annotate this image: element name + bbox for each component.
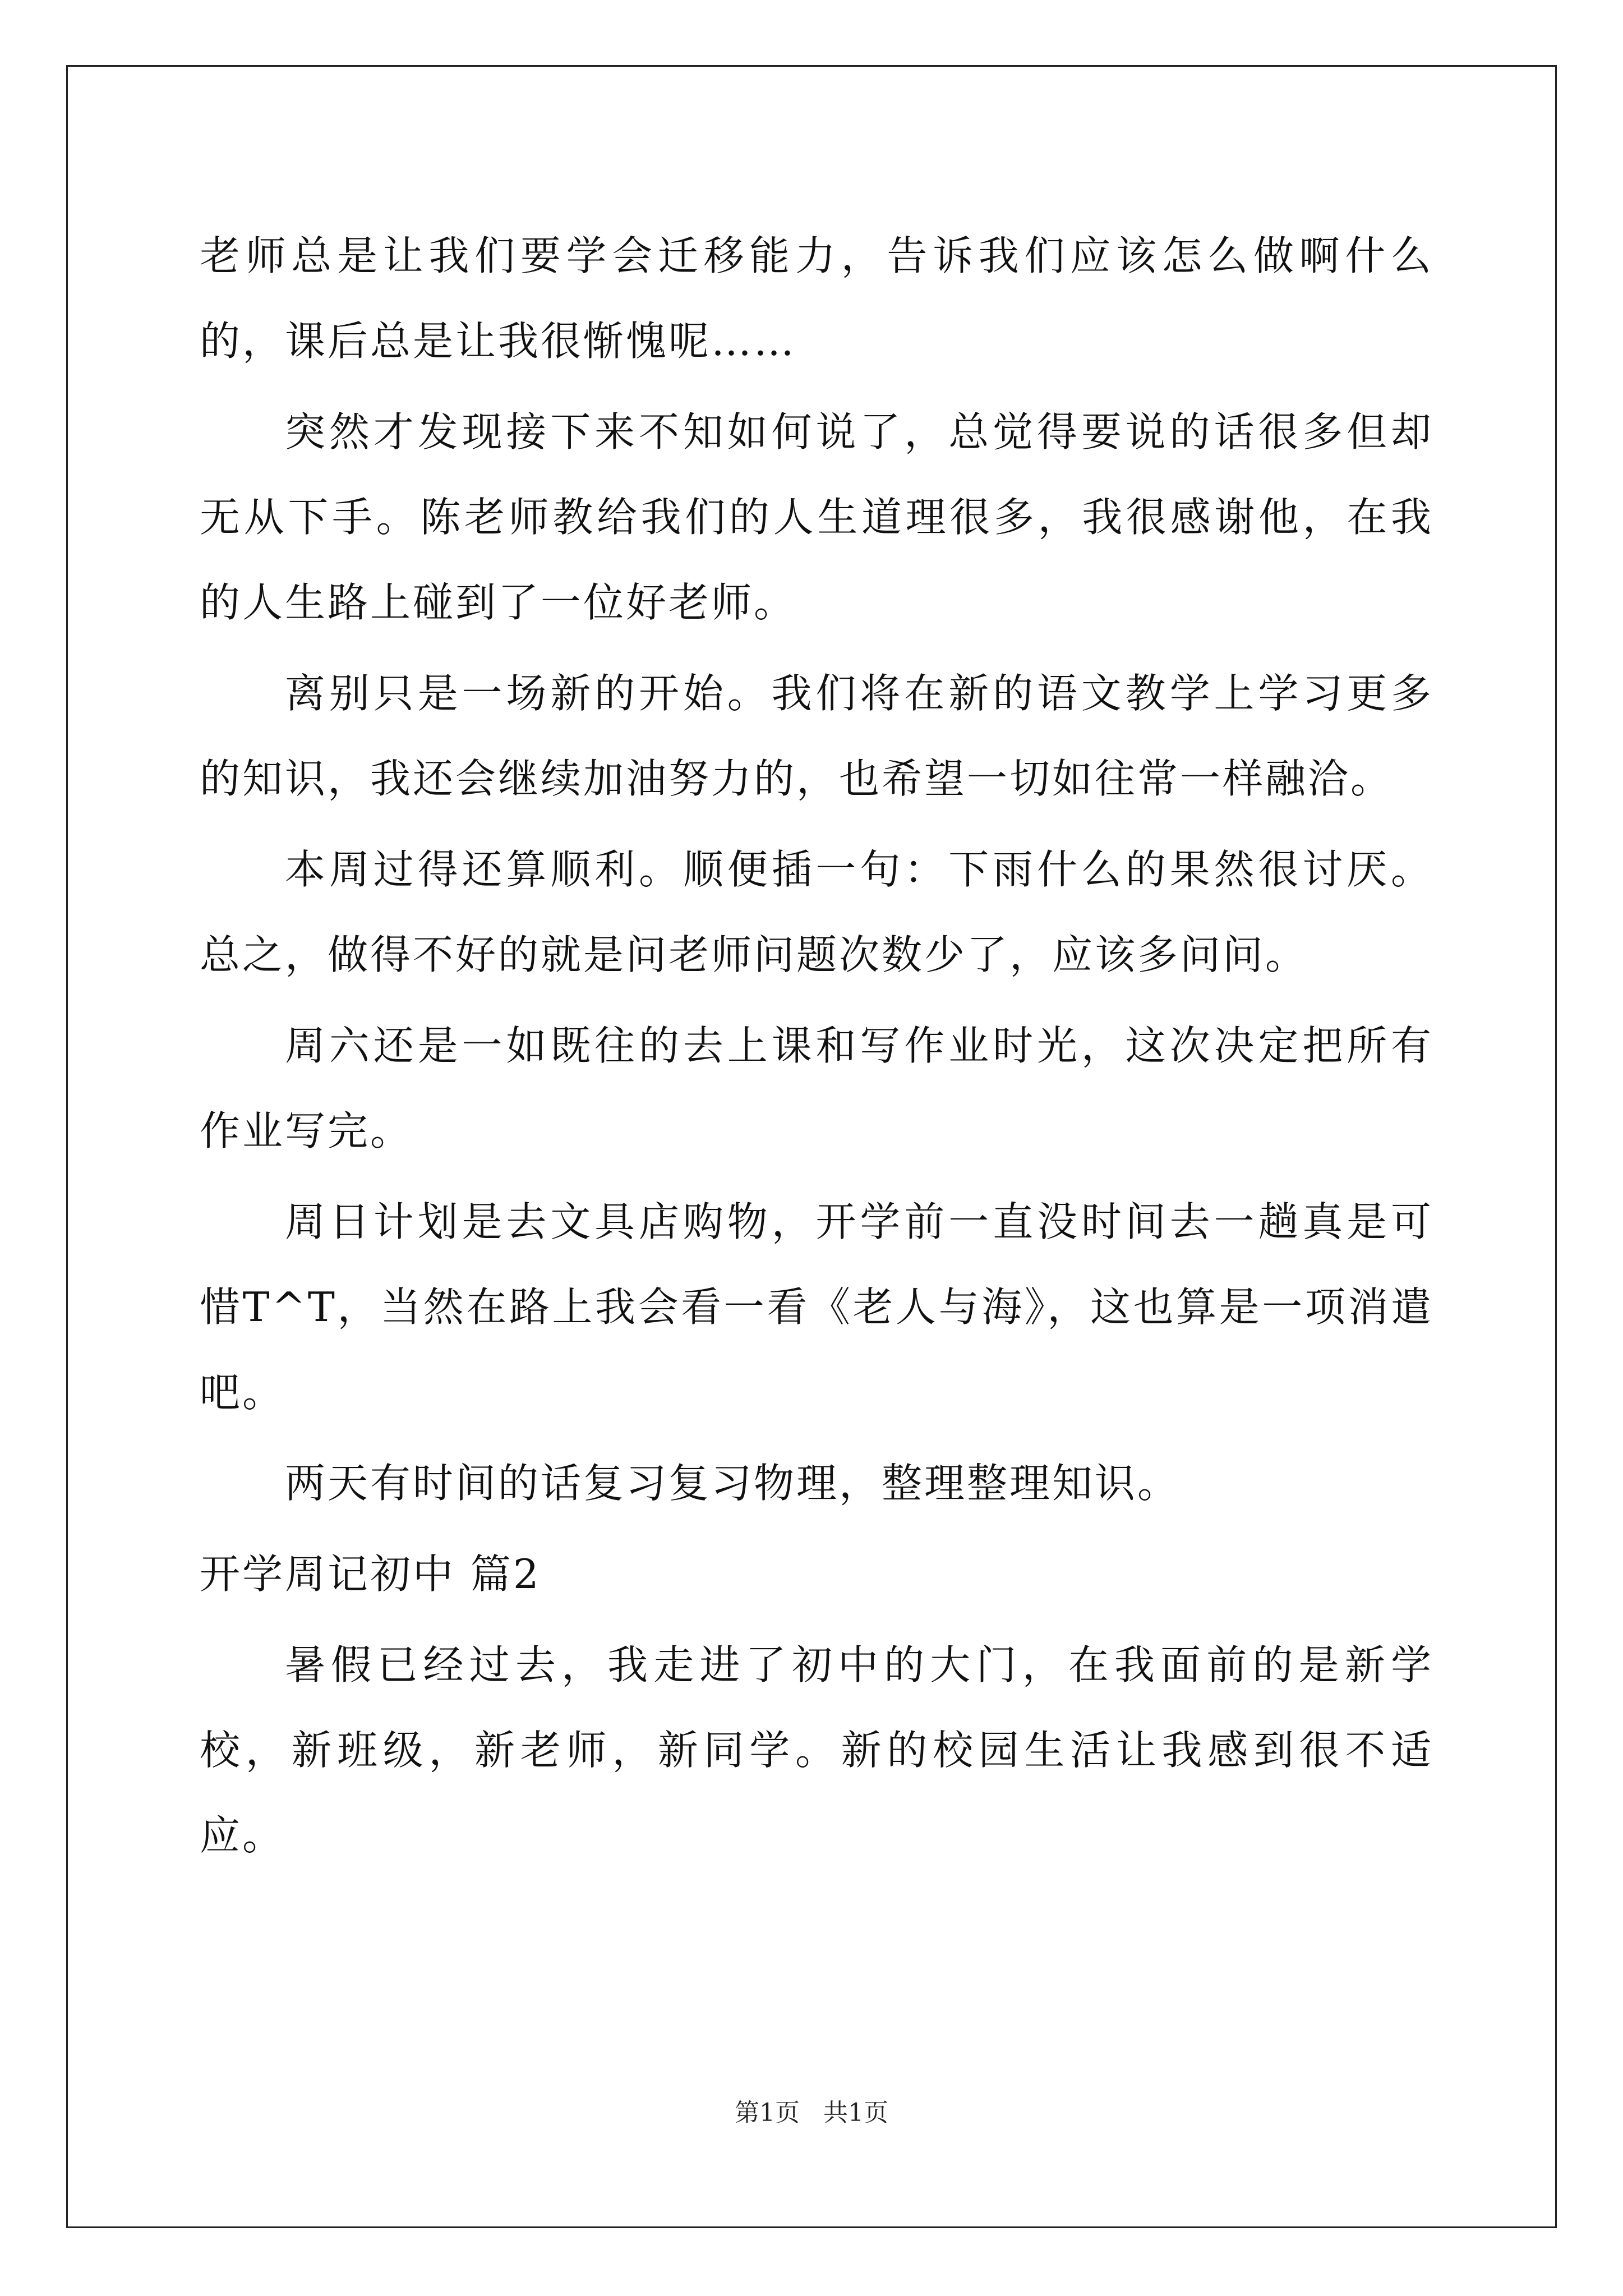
paragraph: 暑假已经过去，我走进了初中的大门，在我面前的是新学校，新班级，新老师，新同学。新的校园生活让我感到很不适应。 xyxy=(200,1641,1433,1859)
paragraph: 两天有时间的话复习复习物理，整理整理知识。 xyxy=(285,1460,1181,1507)
page-number: 第1页 xyxy=(735,2099,800,2127)
paragraph: 周六还是一如既往的去上课和写作业时光，这次决定把所有作业写完。 xyxy=(200,1022,1433,1154)
paragraph: 周日计划是去文具店购物，开学前一直没时间去一趟真是可惜T^T，当然在路上我会看一看《老人与海》，这也算是一项消遣吧。 xyxy=(200,1198,1433,1416)
page-total: 共1页 xyxy=(823,2099,888,2127)
paragraph-continuation: 老师总是让我们要学会迁移能力，告诉我们应该怎么做啊什么的，课后总是让我很惭愧呢…… xyxy=(200,232,1433,365)
document-body xyxy=(200,213,1433,1884)
paragraph: 本周过得还算顺利。顺便插一句：下雨什么的果然很讨厌。总之，做得不好的就是问老师问题次数少了，应该多问问。 xyxy=(200,846,1433,978)
paragraph: 离别只是一场新的开始。我们将在新的语文教学上学习更多的知识，我还会继续加油努力的，也希望一切如往常一样融洽。 xyxy=(200,670,1433,802)
paragraph: 突然才发现接下来不知如何说了，总觉得要说的话很多但却无从下手。陈老师教给我们的人生道理很多，我很感谢他，在我的人生路上碰到了一位好老师。 xyxy=(200,408,1433,626)
section-heading: 开学周记初中 篇2 xyxy=(200,1550,541,1598)
page-footer xyxy=(0,2092,1623,2128)
